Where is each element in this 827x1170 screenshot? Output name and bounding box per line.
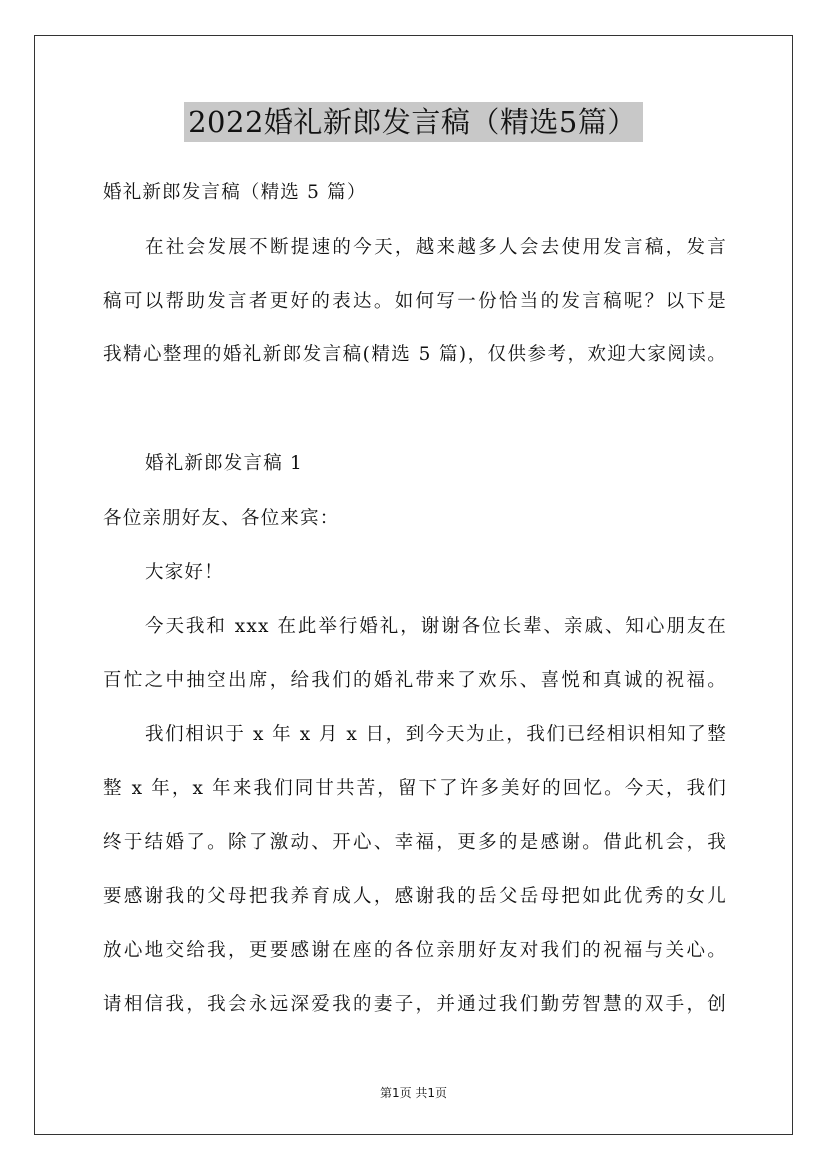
greeting: 大家好！ (145, 562, 224, 583)
intro-line: 稿可以帮助发言者更好的表达。如何写一份恰当的发言稿呢？以下是 (103, 291, 727, 312)
paragraph-line: 终于结婚了。除了激动、开心、幸福，更多的是感谢。借此机会，我 (103, 832, 727, 853)
intro-line: 我精心整理的婚礼新郎发言稿(精选 5 篇)，仅供参考，欢迎大家阅读。 (103, 344, 727, 365)
intro-line: 在社会发展不断提速的今天，越来越多人会去使用发言稿，发言 (145, 237, 727, 258)
title-container (0, 102, 827, 142)
page-footer (0, 1084, 827, 1101)
paragraph-line: 要感谢我的父母把我养育成人，感谢我的岳父岳母把如此优秀的女儿 (103, 886, 727, 907)
salutation: 各位亲朋好友、各位来宾： (103, 508, 340, 529)
document-title: 2022婚礼新郎发言稿（精选5篇） (184, 102, 643, 142)
paragraph-line: 放心地交给我，更要感谢在座的各位亲朋好友对我们的祝福与关心。 (103, 940, 727, 961)
section-heading: 婚礼新郎发言稿 1 (145, 453, 303, 474)
paragraph-line: 百忙之中抽空出席，给我们的婚礼带来了欢乐、喜悦和真诚的祝福。 (103, 670, 727, 691)
subtitle: 婚礼新郎发言稿（精选 5 篇） (103, 182, 367, 203)
paragraph-line: 请相信我，我会永远深爱我的妻子，并通过我们勤劳智慧的双手，创 (103, 994, 727, 1015)
page-number: 第1页 共1页 (379, 1086, 448, 1100)
paragraph-line: 我们相识于 x 年 x 月 x 日，到今天为止，我们已经相识相知了整 (145, 724, 727, 745)
paragraph-line: 整 x 年，x 年来我们同甘共苦，留下了许多美好的回忆。今天，我们 (103, 778, 727, 799)
paragraph-line: 今天我和 xxx 在此举行婚礼，谢谢各位长辈、亲戚、知心朋友在 (145, 616, 727, 637)
